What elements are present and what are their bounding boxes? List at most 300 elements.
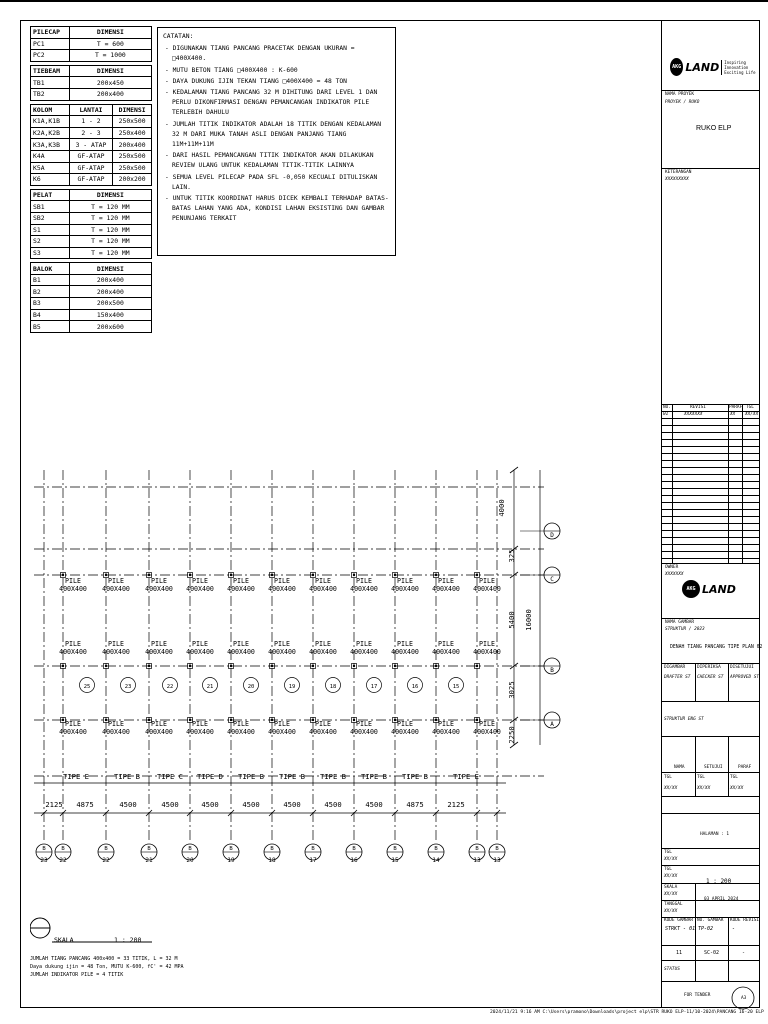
pile-size-label: 400X400: [59, 728, 87, 736]
scale-marker: [30, 912, 160, 956]
tanggal-label: TANGGAL: [664, 902, 683, 907]
dim-right-text: 3025: [507, 681, 516, 699]
pile-label: PILE: [192, 720, 208, 728]
schedule-cell: GF-ATAP: [69, 150, 112, 162]
pile-label: PILE: [479, 640, 495, 648]
schedule-cell: TB1: [31, 77, 70, 89]
pile-size-label: 400X400: [186, 585, 214, 593]
tgl-value: XX/XX: [664, 892, 678, 897]
pile-size-label: 400X400: [227, 585, 255, 593]
pile-label: PILE: [151, 720, 167, 728]
schedule-cell: 1 - 2: [69, 116, 112, 128]
pile-center-icon: [394, 665, 396, 667]
dim-right-text: 325: [507, 549, 516, 563]
schedule-head-cell: KOLOM: [31, 104, 70, 116]
schedule-cell: K3A,K3B: [31, 139, 70, 151]
note-item: - DIGUNAKAN TIANG PANCANG PRACETAK DENGAN UKURAN = □400X400.: [165, 45, 355, 63]
pile-size-label: 400X400: [268, 585, 296, 593]
pile-label: PILE: [479, 577, 495, 585]
pile-center-icon: [312, 574, 314, 576]
logo-mark-icon: AKG: [682, 580, 700, 598]
schedule-head-cell: PELAT: [31, 189, 70, 201]
tgl-label: TGL: [697, 775, 705, 780]
unit-number: 19: [288, 684, 296, 690]
unit-type-label: TIPE B: [114, 772, 140, 781]
pile-size-label: 400X400: [432, 728, 460, 736]
schedule-cell: GF-ATAP: [69, 162, 112, 174]
unit-type-label: TIPE C: [157, 772, 183, 781]
drawing-name-label: NAMA GAMBAR: [665, 620, 695, 625]
rev-col-no: NO.: [663, 405, 671, 410]
grid-bottom-letter: B: [352, 846, 356, 852]
keterangan-value: XXXXXXXXX: [665, 177, 689, 182]
pile-size-label: 400X400: [145, 728, 173, 736]
logo-mark-icon: AKG: [670, 58, 683, 76]
pile-size-label: 400X400: [59, 585, 87, 593]
schedule-cell: PC1: [31, 38, 70, 50]
schedule-cell: SB1: [31, 201, 70, 213]
unit-type-label: TIPE E: [453, 772, 479, 781]
pile-label: PILE: [315, 640, 331, 648]
schedule-head-cell: LANTAI: [69, 104, 112, 116]
rev-col-tgl: TGL: [746, 405, 754, 410]
grid-letter: D: [550, 532, 554, 539]
pile-size-label: 400X400: [102, 648, 130, 656]
pile-size-label: 400X400: [309, 648, 337, 656]
note-item: - SEMUA LEVEL PILECAP PADA SFL -0,050 KECUALI DITULISKAN LAIN.: [165, 173, 378, 191]
pile-label: PILE: [274, 577, 290, 585]
pile-size-label: 400X400: [227, 648, 255, 656]
pile-center-icon: [353, 574, 355, 576]
pile-size-label: 400X400: [145, 585, 173, 593]
owner-logo: [682, 580, 736, 598]
pile-size-label: 400X400: [102, 728, 130, 736]
grid-bottom-letter: B: [434, 846, 438, 852]
pile-label: PILE: [438, 640, 454, 648]
schedule-head-cell: DIMENSI: [69, 189, 151, 201]
bay-dim-text: 4500: [283, 800, 301, 809]
lembar: 11: [676, 950, 683, 956]
pile-size-label: 400X400: [227, 728, 255, 736]
pile-center-icon: [148, 574, 150, 576]
tgl-label: TGL: [664, 867, 672, 872]
sign-value: CHECKER ST: [697, 675, 724, 680]
schedule-head-cell: DIMENSI: [69, 27, 151, 39]
unit-number: 16: [411, 684, 419, 690]
sign-value: DRAFTER ST: [664, 675, 691, 680]
pile-center-icon: [230, 719, 232, 721]
pile-center-icon: [271, 665, 273, 667]
schedule-cell: T = 120 MM: [69, 236, 151, 248]
schedule-cell: K5A: [31, 162, 70, 174]
pile-center-icon: [148, 665, 150, 667]
pile-center-icon: [435, 574, 437, 576]
scale-value: 1 : 200: [114, 936, 142, 944]
grid-letter: C: [550, 576, 554, 583]
schedule-cell: K2A,K2B: [31, 127, 70, 139]
pile-center-icon: [476, 719, 478, 721]
tgl-value: XX/XX: [730, 786, 744, 791]
section-symbol-icon: [30, 912, 160, 952]
schedule-head-cell: BALOK: [31, 263, 70, 275]
schedule-cell: 250x500: [113, 162, 152, 174]
pile-size-label: 400X400: [432, 585, 460, 593]
pile-center-icon: [148, 719, 150, 721]
schedule-cell: 150x400: [69, 309, 151, 321]
logo-tagline: Inspiring Innovation Exciting Life: [721, 60, 760, 75]
grid-bottom-number: 23: [40, 857, 48, 864]
rev-cell: XXXXXXX: [684, 412, 703, 417]
pile-label: PILE: [192, 640, 208, 648]
unit-type-label: TIPE B: [361, 772, 387, 781]
tanggal-value: 03 APRIL 2024: [704, 897, 739, 902]
schedule-cell: B2: [31, 286, 70, 298]
pile-size-label: 400X400: [350, 648, 378, 656]
unit-type-label: TIPE B: [279, 772, 305, 781]
grid-bottom-number: 22: [59, 857, 67, 864]
sign2-head: NAMA: [674, 765, 685, 770]
unit-number: 22: [166, 684, 174, 690]
kode-value: -: [732, 926, 736, 932]
pile-label: PILE: [65, 577, 81, 585]
pile-size-label: 400X400: [350, 728, 378, 736]
pile-size-label: 400X400: [309, 728, 337, 736]
grid-bottom-letter: B: [147, 846, 151, 852]
bay-dim-text: 4500: [201, 800, 219, 809]
schedule-cell: T = 600: [69, 38, 151, 50]
pile-label: PILE: [192, 577, 208, 585]
schedule-cell: B1: [31, 274, 70, 286]
tgl-label: TGL: [664, 775, 672, 780]
pile-size-label: 400X400: [186, 728, 214, 736]
schedule-cell: SB2: [31, 212, 70, 224]
pile-label: PILE: [108, 640, 124, 648]
grid-letter: A: [550, 721, 554, 728]
footnote-line: Daya dukung ijin = 48 Ton, MUTU K-600, fC' = 42 MPA: [30, 964, 184, 970]
drawing-name-sub: STRUKTUR / 2023: [665, 627, 705, 632]
grid-bottom-number: 14: [432, 857, 440, 864]
pile-size-label: 400X400: [145, 648, 173, 656]
note-item: - UNTUK TITIK KOORDINAT HARUS DICEK KEMBALI TERHADAP BATAS-BATAS LAHAN YANG ADA, KONDISI LAHAN EKSISTING DAN GAMBAR PENUNJANG TERKAIT: [165, 195, 389, 223]
drawing-title: DENAH TIANG PANCANG TIPE PLAN 02: [670, 645, 763, 650]
schedule-head-cell: TIEBEAM: [31, 65, 70, 77]
scale-label: SKALA: [54, 936, 74, 944]
pile-center-icon: [230, 574, 232, 576]
dim-right-text: 4000: [497, 499, 506, 517]
pile-center-icon: [476, 665, 478, 667]
title-block: [661, 20, 763, 1008]
pile-label: PILE: [233, 577, 249, 585]
schedule-cell: GF-ATAP: [69, 174, 112, 186]
sign-head: DIGAMBAR: [664, 665, 686, 670]
keterangan-label: KETERANGAN: [665, 170, 692, 175]
tgl-label: TGL: [664, 850, 672, 855]
grid-bottom-letter: B: [475, 846, 479, 852]
pile-label: PILE: [397, 720, 413, 728]
tgl-value: XX/XX: [664, 909, 678, 914]
dim-right-text: 5400: [507, 611, 516, 629]
grid-bottom-letter: B: [495, 846, 499, 852]
pile-label: PILE: [356, 640, 372, 648]
project-label: NAMA PROYEK: [665, 92, 695, 97]
pile-center-icon: [105, 719, 107, 721]
grid-bottom-number: 16: [350, 857, 358, 864]
schedule-cell: 200x400: [69, 274, 151, 286]
owner-label: OWNER: [665, 565, 679, 570]
unit-number: 17: [370, 684, 378, 690]
schedule-cell: K1A,K1B: [31, 116, 70, 128]
schedule-cell: B3: [31, 298, 70, 310]
schedule-cell: T = 1000: [69, 50, 151, 62]
bay-dim-text: 4500: [365, 800, 383, 809]
pile-size-label: 400X400: [473, 585, 501, 593]
pile-label: PILE: [274, 640, 290, 648]
unit-type-label: TIPE B: [402, 772, 428, 781]
schedule-cell: 2 - 3: [69, 127, 112, 139]
grid-bottom-number: 19: [227, 857, 235, 864]
schedule-cell: 250x400: [113, 127, 152, 139]
bay-dim-text: 2125: [45, 800, 63, 809]
schedule-cell: 3 - ATAP: [69, 139, 112, 151]
unit-type-label: TIPE B: [320, 772, 346, 781]
pile-center-icon: [394, 719, 396, 721]
pile-label: PILE: [397, 577, 413, 585]
schedule-cell: 200x600: [69, 321, 151, 333]
pile-center-icon: [62, 719, 64, 721]
stamp-text: A3: [741, 996, 747, 1001]
grid-bottom-letter: B: [42, 846, 46, 852]
sign-head: DISETUJUI: [730, 665, 754, 670]
schedule-cell: 200x400: [69, 88, 151, 100]
rev-cell: XX/XX: [745, 412, 759, 417]
sign2-head: SETUJUI: [704, 765, 723, 770]
pile-label: PILE: [356, 720, 372, 728]
status-sub: STATUS: [664, 967, 680, 972]
bay-dim-text: 4875: [76, 800, 94, 809]
note-item: - KEDALAMAN TIANG PANCANG 32 M DIHITUNG DARI LEVEL 1 DAN PERLU DIKONFIRMASI DENGAN PEMANCANGAN INDIKATOR PILE TERLEBIH DAHULU: [165, 89, 378, 117]
pile-center-icon: [353, 665, 355, 667]
pile-center-icon: [435, 665, 437, 667]
dim-right-text: 2250: [507, 726, 516, 744]
pile-size-label: 400X400: [473, 648, 501, 656]
schedule-cell: S2: [31, 236, 70, 248]
note-item: - DAYA DUKUNG IJIN TEKAN TIANG □400X400 = 48 TON: [165, 77, 347, 85]
schedule-cell: K4A: [31, 150, 70, 162]
pile-label: PILE: [274, 720, 290, 728]
unit-number: 23: [124, 684, 132, 690]
pile-center-icon: [189, 665, 191, 667]
grid-bottom-number: 13: [473, 857, 481, 864]
schedule-head-cell: PILECAP: [31, 27, 70, 39]
tgl-label: TGL: [730, 775, 738, 780]
tgl-value: XX/XX: [697, 786, 711, 791]
grid-bottom-letter: B: [104, 846, 108, 852]
pile-label: PILE: [233, 720, 249, 728]
pile-footnote: [30, 955, 184, 979]
logo-word: LAND: [702, 582, 736, 596]
note-item: - DARI HASIL PEMANCANGAN TITIK INDIKATOR AKAN DILAKUKAN REVIEW ULANG UNTUK KEDALAMAN TITIK-TITIK LAINNYA: [165, 152, 374, 170]
tgl-value: XX/XX: [664, 874, 678, 879]
schedule-head-cell: DIMENSI: [69, 65, 151, 77]
bay-dim-text: 4500: [242, 800, 260, 809]
unit-number: 20: [247, 684, 255, 690]
pile-center-icon: [353, 719, 355, 721]
pile-label: PILE: [65, 640, 81, 648]
schedule-cell: 200x450: [69, 77, 151, 89]
bay-dim-text: 4500: [119, 800, 137, 809]
pile-label: PILE: [65, 720, 81, 728]
kode-value: -: [742, 950, 746, 956]
pile-size-label: 400X400: [268, 648, 296, 656]
pile-size-label: 400X400: [432, 648, 460, 656]
grid-bottom-number: 13: [493, 857, 501, 864]
pile-center-icon: [271, 574, 273, 576]
schedule-cell: S1: [31, 224, 70, 236]
grid-bottom-letter: B: [311, 846, 315, 852]
pile-label: PILE: [438, 720, 454, 728]
footnote-line: JUMLAH TIANG PANCANG 400x400 = 33 TITIK, L = 32 M: [30, 956, 178, 962]
pile-size-label: 400X400: [309, 585, 337, 593]
schedule-cell: T = 120 MM: [69, 247, 151, 259]
pile-size-label: 400X400: [268, 728, 296, 736]
pile-label: PILE: [151, 577, 167, 585]
pile-center-icon: [105, 574, 107, 576]
pile-label: PILE: [438, 577, 454, 585]
pile-size-label: 400X400: [391, 585, 419, 593]
owner-value: XXXXXXX: [665, 572, 684, 577]
pile-center-icon: [312, 665, 314, 667]
kode-value: STRKT - 01: [665, 926, 696, 932]
pile-center-icon: [476, 574, 478, 576]
skala-label: SKALA: [664, 885, 678, 890]
grid-bottom-number: 21: [145, 857, 153, 864]
rev-cell: 01: [663, 412, 669, 417]
logo-word: LAND: [685, 60, 720, 74]
kode-head: KODE GAMBAR: [664, 918, 694, 923]
pile-size-label: 400X400: [391, 648, 419, 656]
pile-size-label: 400X400: [473, 728, 501, 736]
unit-type-label: TIPE D: [197, 772, 223, 781]
schedule-cell: T = 120 MM: [69, 201, 151, 213]
rev-cell: XX: [730, 412, 736, 417]
project-name: RUKO ELP: [696, 125, 732, 132]
pile-label: PILE: [108, 577, 124, 585]
kode-value: TP-02: [698, 926, 714, 932]
pile-label: PILE: [315, 577, 331, 585]
pile-label: PILE: [315, 720, 331, 728]
schedule-cell: 200x200: [113, 174, 152, 186]
unit-type-label: TIPE E: [63, 772, 89, 781]
schedule-cell: 250x500: [113, 150, 152, 162]
grid-bottom-number: 17: [309, 857, 317, 864]
grid-bottom-number: 20: [186, 857, 194, 864]
footnote-line: JUMLAH INDIKATOR PILE = 4 TITIK: [30, 972, 124, 978]
grid-bottom-letter: B: [229, 846, 233, 852]
pile-center-icon: [435, 719, 437, 721]
tgl-value: XX/XX: [664, 857, 678, 862]
pile-label: PILE: [356, 577, 372, 585]
unit-number: 15: [452, 684, 460, 690]
status-label: FOR TENDER: [684, 993, 711, 998]
pile-size-label: 400X400: [102, 585, 130, 593]
unit-type-label: TIPE B: [238, 772, 264, 781]
pile-label: PILE: [151, 640, 167, 648]
grid-bottom-letter: B: [188, 846, 192, 852]
note-item: - MUTU BETON TIANG □400X400 : K-600: [165, 66, 298, 74]
unit-number: 21: [206, 684, 214, 690]
no-lembar: SC-02: [704, 950, 720, 956]
grid-bottom-letter: B: [270, 846, 274, 852]
schedule-head-cell: DIMENSI: [69, 263, 151, 275]
pile-center-icon: [105, 665, 107, 667]
skala-value: 1 : 200: [706, 878, 732, 885]
notes-title: CATATAN:: [163, 33, 194, 40]
schedule-cell: 200x500: [69, 298, 151, 310]
pile-size-label: 400X400: [391, 728, 419, 736]
schedule-cell: T = 120 MM: [69, 224, 151, 236]
pile-label: PILE: [479, 720, 495, 728]
pile-center-icon: [62, 574, 64, 576]
tgl-value: XX/XX: [664, 786, 678, 791]
rev-col-paraf: PARAF: [729, 405, 743, 410]
struct-eng: STRUKTUR ENG ST: [664, 717, 704, 722]
schedule-cell: B4: [31, 309, 70, 321]
pile-center-icon: [189, 719, 191, 721]
rev-col-revisi: REVISI: [690, 405, 706, 410]
company-logo: [670, 58, 760, 76]
bay-dim-text: 4875: [406, 800, 424, 809]
schedule-cell: 200x400: [69, 286, 151, 298]
pile-center-icon: [62, 665, 64, 667]
grid-bottom-number: 18: [268, 857, 276, 864]
project-sub: PROYEK / RUKO: [665, 100, 700, 105]
sign-value: APPROVED ST: [730, 675, 760, 680]
grid-letter: B: [550, 667, 554, 674]
schedule-cell: S3: [31, 247, 70, 259]
file-path: 2024/11/21 9:16 AM C:\Users\pramono\Downloads\project elp\STR RUKO ELP-11/10-2024\PANCANG 16-20 ELP: [490, 1010, 764, 1015]
kode-head: KODE REVISI: [730, 918, 760, 923]
schedule-head-cell: DIMENSI: [113, 104, 152, 116]
pile-size-label: 400X400: [350, 585, 378, 593]
unit-number: 18: [329, 684, 337, 690]
dim-total-text: 16000: [524, 609, 533, 631]
pile-center-icon: [230, 665, 232, 667]
schedule-cell: B5: [31, 321, 70, 333]
pile-label: PILE: [108, 720, 124, 728]
note-item: - JUMLAH TITIK INDIKATOR ADALAH 18 TITIK DENGAN KEDALAMAN 32 M DARI MUKA TANAH ASLI DENGAN PANJANG TIANG 11M+11M+11M: [165, 120, 382, 149]
pile-center-icon: [312, 719, 314, 721]
sign2-head: PARAF: [738, 765, 752, 770]
pile-label: PILE: [397, 640, 413, 648]
schedule-cell: T = 120 MM: [69, 212, 151, 224]
grid-bottom-letter: B: [393, 846, 397, 852]
schedule-cell: 200x400: [113, 139, 152, 151]
bay-dim-text: 2125: [447, 800, 465, 809]
schedule-cell: 250x500: [113, 116, 152, 128]
bay-dim-text: 4500: [324, 800, 342, 809]
grid-bottom-number: 22: [102, 857, 110, 864]
kode-head: NO. GAMBAR: [697, 918, 724, 923]
halaman: HALAMAN : 1: [700, 832, 730, 837]
pile-label: PILE: [233, 640, 249, 648]
pile-center-icon: [189, 574, 191, 576]
pile-size-label: 400X400: [186, 648, 214, 656]
pile-center-icon: [394, 574, 396, 576]
grid-bottom-number: 15: [391, 857, 399, 864]
schedule-cell: K6: [31, 174, 70, 186]
grid-bottom-letter: B: [61, 846, 65, 852]
pile-size-label: 400X400: [59, 648, 87, 656]
